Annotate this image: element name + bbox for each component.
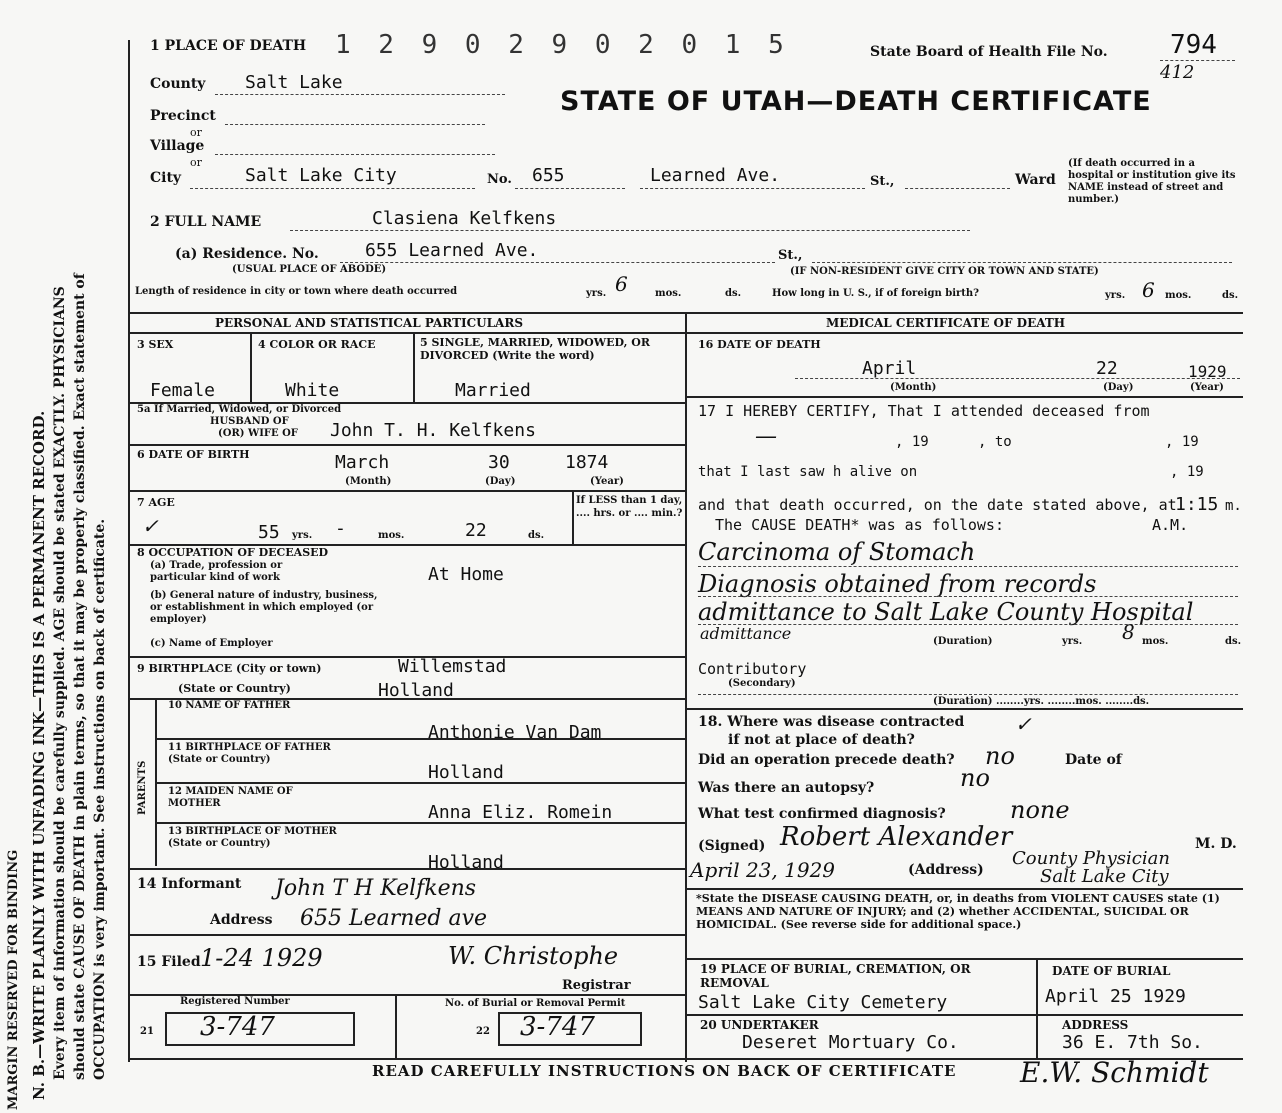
us-yrs-label: yrs.: [1105, 290, 1126, 301]
margin-instruction-2: should state CAUSE OF DEATH in plain terms, so that it may be properly classified. Exact statement of: [72, 273, 88, 1080]
filed-date: 1-24 1929: [200, 944, 323, 972]
autopsy-label: Was there an autopsy?: [698, 780, 875, 796]
cert-19-b: , 19: [1165, 434, 1199, 450]
time-of-death: 1:15: [1175, 494, 1219, 515]
year-caption: (Year): [590, 476, 624, 487]
mother-label: 12 MAIDEN NAME OF MOTHER: [168, 786, 293, 809]
city-value: Salt Lake City: [245, 165, 397, 186]
sex-value: Female: [150, 380, 216, 401]
duration-mos: mos.: [1142, 636, 1169, 647]
parents-label: PARENTS: [137, 760, 148, 815]
full-name-value: Clasiena Kelfkens: [372, 208, 557, 229]
mother-birthplace-label: 13 BIRTHPLACE OF MOTHER (State or Country): [168, 826, 337, 849]
father-birthplace: Holland: [428, 762, 504, 783]
county-value: Salt Lake: [245, 72, 343, 93]
margin-binding-note: MARGIN RESERVED FOR BINDING: [6, 849, 21, 1110]
where-contracted-label-2: if not at place of death?: [728, 732, 915, 748]
death-month: April: [862, 358, 917, 379]
file-no: 794: [1170, 30, 1217, 60]
father-birthplace-label: 11 BIRTHPLACE OF FATHER (State or Country): [168, 742, 331, 765]
us-residence-label: How long in U. S., if of foreign birth?: [772, 288, 980, 299]
burial-number-index: 22: [476, 1026, 490, 1037]
left-border: [128, 40, 130, 1062]
occupation-a-label: (a) Trade, profession or particular kind of work: [150, 560, 283, 583]
cause-line-1: Carcinoma of Stomach: [698, 538, 976, 566]
dob-day: 30: [488, 452, 510, 473]
residence-value: 655 Learned Ave.: [365, 240, 539, 261]
us-ds-label: ds.: [1222, 290, 1239, 301]
marital-label: 5 SINGLE, MARRIED, WIDOWED, OR DIVORCED (Write the word): [420, 336, 651, 362]
margin-warning: N. B.—WRITE PLAINLY WITH UNFADING INK—THIS IS A PERMANENT RECORD.: [30, 410, 48, 1100]
spouse-value: John T. H. Kelfkens: [330, 420, 536, 441]
file-no-label: State Board of Health File No.: [870, 44, 1108, 60]
age-check: ✓: [142, 514, 159, 538]
dob-month: March: [335, 452, 390, 473]
death-year: 1929: [1188, 362, 1227, 381]
age-yrs-label: yrs.: [292, 530, 313, 541]
age-label: 7 AGE: [137, 496, 175, 509]
attended-from-dash: —: [755, 424, 777, 449]
test-label: What test confirmed diagnosis?: [698, 806, 946, 822]
marital-value: Married: [455, 380, 531, 401]
margin-instruction-1: Every item of information should be carefully supplied. AGE should be stated EXACTLY. PHYSICIANS: [52, 286, 68, 1080]
personal-header: PERSONAL AND STATISTICAL PARTICULARS: [215, 316, 524, 330]
hospital-note: (If death occurred in a hospital or institution give its NAME instead of street and number.): [1068, 158, 1236, 205]
birthplace-label: 9 BIRTHPLACE (City or town): [137, 662, 322, 675]
where-contracted-label: 18. Where was disease contracted: [698, 714, 965, 730]
cause-instruction-note: *State the DISEASE CAUSING DEATH, or, in deaths from VIOLENT CAUSES state (1) MEANS AND NATURE OF INJURY; and (2) whether ACCIDENTAL, SUICIDAL OR HOMICIDAL. (See reverse side for additional space.): [696, 892, 1220, 931]
house-number: 655: [532, 165, 565, 186]
occupation-label: 8 OCCUPATION OF DECEASED: [137, 546, 329, 559]
nonresident-note: (IF NON-RESIDENT GIVE CITY OR TOWN AND STATE): [790, 266, 1099, 277]
dob-label: 6 DATE OF BIRTH: [137, 448, 250, 461]
full-name-label: 2 FULL NAME: [150, 214, 262, 230]
or-text: or: [190, 156, 202, 169]
certify-statement: 17 I HEREBY CERTIFY, That I attended deceased from: [698, 402, 1150, 420]
age-years: 55: [258, 522, 280, 543]
death-month-caption: (Month): [890, 382, 937, 393]
instructions-note: READ CAREFULLY INSTRUCTIONS ON BACK OF CERTIFICATE: [372, 1062, 957, 1080]
age-months: -: [335, 518, 346, 539]
cause-line-3: admittance to Salt Lake County Hospital: [698, 598, 1194, 626]
informant-address-label: Address: [210, 912, 273, 928]
age-days: 22: [465, 520, 487, 541]
undertaker-address-label: ADDRESS: [1062, 1018, 1129, 1032]
st-label: St.,: [870, 174, 895, 189]
test-value: none: [1010, 796, 1070, 824]
registered-number: 3-747: [200, 1012, 275, 1042]
cause-label: The CAUSE DEATH* was as follows:: [715, 516, 1004, 534]
address-label: (Address): [908, 862, 984, 878]
dob-year: 1874: [565, 452, 609, 473]
medical-header: MEDICAL CERTIFICATE OF DEATH: [826, 316, 1066, 330]
burial-permit-label: No. of Burial or Removal Permit: [445, 998, 626, 1009]
father-value: Anthonie Van Dam: [428, 722, 602, 743]
spouse-label-3: (OR) WIFE OF: [218, 428, 298, 439]
county-label: County: [150, 76, 206, 92]
mother-value: Anna Eliz. Romein: [428, 802, 613, 823]
or-text: or: [190, 126, 202, 139]
informant-label: 14 Informant: [137, 876, 242, 892]
duration-2-label: (Duration) ........yrs. ........mos. ........ds.: [933, 696, 1150, 707]
birthplace-country: Holland: [378, 680, 454, 701]
age-mos-label: mos.: [378, 530, 405, 541]
death-day-caption: (Day): [1103, 382, 1134, 393]
ward-label: Ward: [1015, 172, 1056, 188]
registrar-signature: W. Christophe: [448, 942, 619, 970]
signed-label: (Signed): [698, 838, 766, 854]
bottom-signature: E.W. Schmidt: [1020, 1056, 1209, 1089]
birthplace-city: Willemstad: [398, 656, 507, 677]
undertaker-value: Deseret Mortuary Co.: [742, 1032, 959, 1053]
physician-signature: Robert Alexander: [780, 822, 1013, 852]
street-value: Learned Ave.: [650, 165, 781, 186]
date-of-label: Date of: [1065, 752, 1122, 768]
time-m: m.: [1225, 498, 1242, 514]
residence-years: 6: [615, 272, 628, 296]
us-years: 6: [1142, 278, 1155, 302]
last-saw-19: , 19: [1170, 464, 1204, 480]
signing-date: April 23, 1929: [690, 858, 836, 882]
informant-signature: John T H Kelfkens: [275, 876, 477, 901]
md-label: M. D.: [1195, 836, 1237, 852]
sex-label: 3 SEX: [137, 338, 174, 351]
mother-birthplace: Holland: [428, 852, 504, 873]
cert-to: , to: [978, 434, 1012, 450]
duration-months: 8: [1122, 620, 1135, 644]
certificate-stamp-number: 1 2 9 0 2 9 0 2 0 1 5: [335, 30, 790, 60]
duration-yrs: yrs.: [1062, 636, 1083, 647]
burial-date-label: DATE OF BURIAL: [1052, 964, 1171, 978]
certificate-title: STATE OF UTAH—DEATH CERTIFICATE: [560, 86, 1152, 117]
birthplace-state-label: (State or Country): [178, 682, 291, 695]
date-of-death-label: 16 DATE OF DEATH: [698, 338, 821, 351]
no-label: No.: [487, 172, 512, 187]
cause-line-2: Diagnosis obtained from records: [698, 570, 1097, 598]
residence-st-label: St.,: [778, 248, 803, 263]
mos-label: mos.: [655, 288, 682, 299]
physician-address-2: Salt Lake City: [1040, 866, 1169, 887]
undertaker-label: 20 UNDERTAKER: [700, 1018, 819, 1032]
length-residence-label: Length of residence in city or town where death occurred: [135, 286, 458, 297]
us-mos-label: mos.: [1165, 290, 1192, 301]
city-label: City: [150, 170, 182, 186]
age-ds-label: ds.: [528, 530, 545, 541]
informant-address: 655 Learned ave: [300, 906, 488, 931]
cert-19-a: , 19: [895, 434, 929, 450]
residence-label: (a) Residence. No.: [175, 246, 319, 262]
less-than-day-note: If LESS than 1 day, .... hrs. or .... min.?: [576, 495, 683, 519]
reg-number-index: 21: [140, 1026, 154, 1037]
death-day: 22: [1096, 358, 1118, 379]
duration-label: (Duration): [933, 636, 993, 647]
operation-label: Did an operation precede death?: [698, 752, 955, 768]
operation-value: no: [985, 742, 1015, 770]
burial-permit-number: 3-747: [520, 1012, 595, 1042]
color-value: White: [285, 380, 340, 401]
duration-ds: ds.: [1225, 636, 1242, 647]
physician-address-1: County Physician: [1012, 848, 1170, 869]
registrar-label: Registrar: [562, 978, 631, 993]
burial-place-label: 19 PLACE OF BURIAL, CREMATION, OR REMOVAL: [700, 962, 971, 990]
death-year-caption: (Year): [1190, 382, 1224, 393]
precinct-label: Precinct: [150, 108, 216, 124]
village-label: Village: [150, 138, 205, 154]
abode-note: (USUAL PLACE OF ABODE): [232, 264, 387, 275]
burial-place: Salt Lake City Cemetery: [698, 992, 948, 1013]
employer-label: (c) Name of Employer: [150, 638, 273, 649]
last-saw-statement: that I last saw h alive on: [698, 464, 918, 480]
margin-instruction-3: OCCUPATION is very important. See instructions on back of certificate.: [92, 518, 108, 1080]
place-of-death-label: 1 PLACE OF DEATH: [150, 38, 307, 54]
secondary-label: (Secondary): [728, 678, 796, 689]
contributory-label: Contributory: [698, 660, 807, 678]
where-contracted: ✓: [1015, 712, 1032, 736]
day-caption: (Day): [485, 476, 516, 487]
cause-line-4: admittance: [700, 624, 792, 643]
month-caption: (Month): [345, 476, 392, 487]
death-occurred-statement: and that death occurred, on the date stated above, at: [698, 496, 1177, 514]
burial-date: April 25 1929: [1045, 986, 1186, 1007]
yrs-label: yrs.: [586, 288, 607, 299]
file-sub-number: 412: [1160, 62, 1195, 83]
ds-label: ds.: [725, 288, 742, 299]
spouse-label-1: 5a If Married, Widowed, or Divorced: [137, 404, 342, 415]
am-label: A.M.: [1152, 516, 1189, 534]
occupation-value: At Home: [428, 564, 504, 585]
autopsy-value: no: [960, 764, 990, 792]
undertaker-address: 36 E. 7th So.: [1062, 1032, 1203, 1053]
column-divider: [685, 312, 687, 1062]
occupation-b-label: (b) General nature of industry, business, or establishment in which employed (or employer): [150, 590, 378, 625]
registered-number-label: Registered Number: [180, 996, 290, 1007]
filed-label: 15 Filed: [137, 954, 201, 970]
color-label: 4 COLOR OR RACE: [258, 338, 376, 351]
spouse-label-2: HUSBAND OF: [210, 416, 289, 427]
father-label: 10 NAME OF FATHER: [168, 700, 291, 711]
